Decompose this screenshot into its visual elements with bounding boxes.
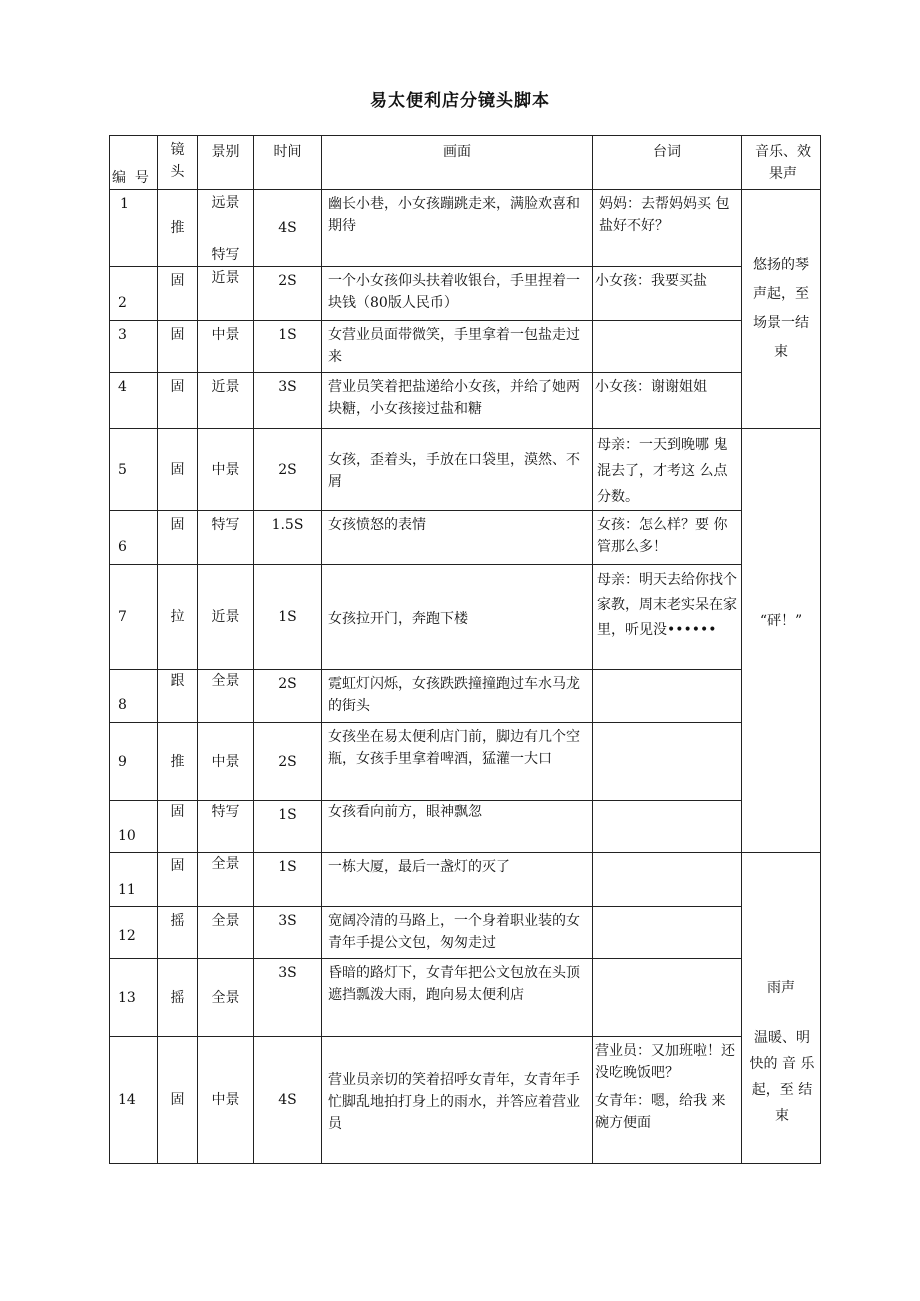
table-row [110,853,821,907]
row-time: 2S [254,670,322,723]
row-shot: 特写 [198,511,254,565]
table-row [110,429,821,511]
table-row [110,670,821,723]
row-lens: 固 [158,853,198,907]
music-cell-2: “砰！” [742,429,821,853]
row-time: 2S [254,723,322,801]
row-picture: 宽阔冷清的马路上，一个身着职业装的女青年手提公文包，匆匆走过 [322,907,593,959]
row-shot: 中景 [198,321,254,373]
row-lines [593,801,742,853]
row-lines: 母亲：一天到晚哪 鬼混去了，才考这 么点分数。 [593,429,742,511]
music-cell-3: 雨声 温暖、明 快的 音 乐 起，至 结束 [742,853,821,1164]
row-picture: 幽长小巷，小女孩蹦跳走来，满脸欢喜和期待 [322,190,593,267]
row-shot: 中景 [198,1037,254,1164]
row-lines [593,321,742,373]
row-picture: 昏暗的路灯下，女青年把公文包放在头顶遮挡瓢泼大雨，跑向易太便利店 [322,959,593,1037]
row-lens: 固 [158,267,198,321]
row-number: 3 [110,321,158,373]
row-lens: 跟 [158,670,198,723]
row-lines [593,959,742,1037]
row-number: 4 [110,373,158,429]
row-number: 7 [110,565,158,670]
table-row [110,1037,821,1164]
row-picture: 女孩拉开门，奔跑下楼 [322,565,593,670]
header-number: 编 号 [110,136,158,190]
row-lens: 固 [158,373,198,429]
row-picture: 霓虹灯闪烁，女孩跌跌撞撞跑过车水马龙的街头 [322,670,593,723]
row-lens: 固 [158,511,198,565]
row-number: 14 [110,1037,158,1164]
row-lens: 固 [158,321,198,373]
row-picture: 营业员亲切的笑着招呼女青年，女青年手忙脚乱地拍打身上的雨水，并答应着营业员 [322,1037,593,1164]
row-shot: 全景 [198,907,254,959]
row-number: 1 [110,190,158,267]
table-row [110,801,821,853]
row-lines [593,723,742,801]
row-lines: 妈妈：去帮妈妈买 包盐好不好？ [593,190,742,267]
row-lens: 摇 [158,907,198,959]
row-number: 2 [110,267,158,321]
row-picture: 女孩坐在易太便利店门前，脚边有几个空瓶，女孩手里拿着啤酒，猛灌一大口 [322,723,593,801]
row-time: 1S [254,321,322,373]
row-shot: 中景 [198,723,254,801]
table-row [110,373,821,429]
row-lines: 营业员：又加班啦！还没吃晚饭吧？ 女青年：嗯，给我 来碗方便面 [593,1037,742,1164]
row-shot: 全景 [198,959,254,1037]
row-shot: 近景 [198,565,254,670]
table-row [110,565,821,670]
row-number: 8 [110,670,158,723]
row-picture: 女孩，歪着头，手放在口袋里，漠然、不屑 [322,429,593,511]
row-picture: 女营业员面带微笑，手里拿着一包盐走过来 [322,321,593,373]
row-time: 4S [254,190,322,267]
row-picture: 女孩愤怒的表情 [322,511,593,565]
row-shot: 远景 特写 [198,190,254,267]
row-lines [593,853,742,907]
header-picture: 画面 [322,136,593,190]
row-shot: 特写 [198,801,254,853]
header-time: 时间 [254,136,322,190]
row-lens: 摇 [158,959,198,1037]
table-row [110,267,821,321]
row-lines [593,670,742,723]
storyboard-table [109,135,821,1164]
row-shot: 全景 [198,853,254,907]
row-picture: 一栋大厦，最后一盏灯的灭了 [322,853,593,907]
row-lens: 推 [158,723,198,801]
row-shot: 中景 [198,429,254,511]
row-lines: 小女孩：我要买盐 [593,267,742,321]
row-time: 2S [254,429,322,511]
row-shot: 全景 [198,670,254,723]
row-number: 12 [110,907,158,959]
header-lens: 镜 头 [158,136,198,190]
row-picture: 一个小女孩仰头扶着收银台，手里捏着一块钱（80版人民币） [322,267,593,321]
row-time: 2S [254,267,322,321]
row-picture: 营业员笑着把盐递给小女孩，并给了她两块糖，小女孩接过盐和糖 [322,373,593,429]
row-shot: 近景 [198,373,254,429]
row-lens: 固 [158,429,198,511]
row-lines: 母亲：明天去给你找个家教，周末老实呆在家里，听见没•••••• [593,565,742,670]
row-time: 1S [254,801,322,853]
table-header-row [110,136,821,190]
page-title: 易太便利店分镜头脚本 [370,91,550,111]
row-number: 11 [110,853,158,907]
row-time: 1S [254,853,322,907]
row-number: 10 [110,801,158,853]
header-lines: 台词 [593,136,742,190]
row-time: 1.5S [254,511,322,565]
table-row [110,959,821,1037]
table-row [110,723,821,801]
row-lens: 固 [158,801,198,853]
row-number: 9 [110,723,158,801]
row-time: 4S [254,1037,322,1164]
row-number: 5 [110,429,158,511]
table-row [110,321,821,373]
row-lines [593,907,742,959]
header-shot-type: 景别 [198,136,254,190]
row-time: 3S [254,907,322,959]
table-row [110,907,821,959]
row-lens: 推 [158,190,198,267]
row-lines: 小女孩：谢谢姐姐 [593,373,742,429]
header-music: 音乐、效果声 [742,136,821,190]
row-picture: 女孩看向前方，眼神飘忽 [322,801,593,853]
row-time: 1S [254,565,322,670]
row-shot: 近景 [198,267,254,321]
row-number: 6 [110,511,158,565]
row-number: 13 [110,959,158,1037]
row-lens: 拉 [158,565,198,670]
table-row [110,190,821,267]
table-row [110,511,821,565]
row-lens: 固 [158,1037,198,1164]
music-cell-1: 悠扬的琴声起，至场景一结束 [742,190,821,429]
row-time: 3S [254,959,322,1037]
row-time: 3S [254,373,322,429]
row-lines: 女孩：怎么样？要 你管那么多！ [593,511,742,565]
